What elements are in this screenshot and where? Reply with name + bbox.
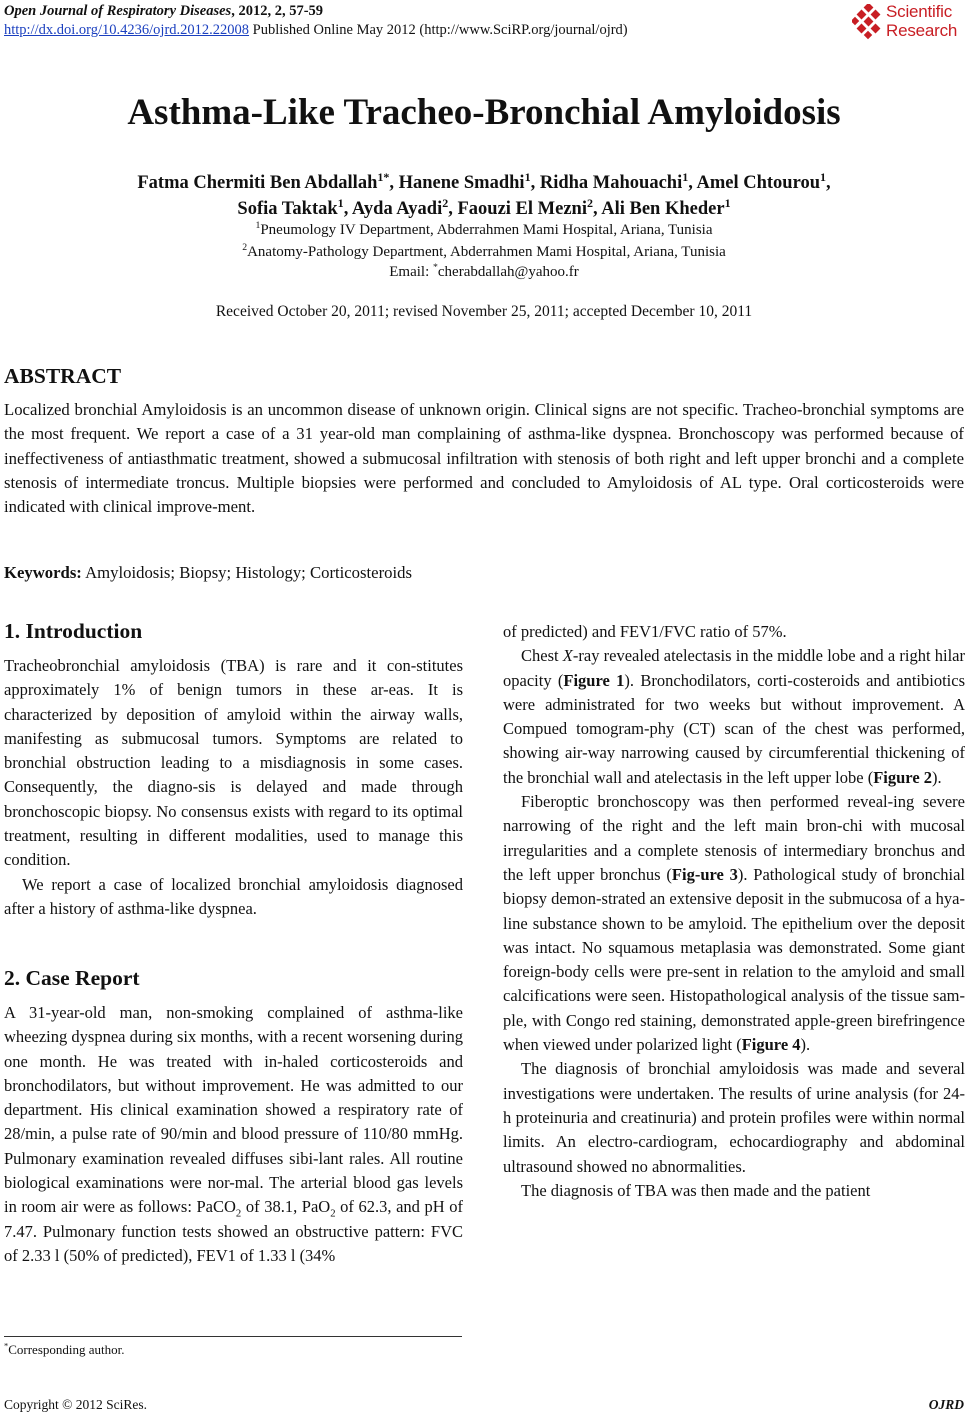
author-sep: , bbox=[448, 199, 458, 219]
affiliation-text: Pneumology IV Department, Abderrahmen Mami Hospital, Ariana, Tunisia bbox=[260, 222, 713, 238]
email-sup: * bbox=[433, 262, 438, 273]
copyright-footer: Copyright © 2012 SciRes. bbox=[4, 1397, 148, 1412]
footnote bbox=[4, 1341, 124, 1359]
logo-mark-icon bbox=[852, 4, 886, 40]
abstract-heading: ABSTRACT bbox=[4, 364, 122, 388]
author-sup: 1 bbox=[337, 195, 344, 210]
scientific-research-logo bbox=[852, 2, 968, 42]
affiliation-text: Anatomy-Pathology Department, Abderrahmen Mami Hospital, Ariana, Tunisia bbox=[247, 244, 726, 260]
figure-2-ref[interactable]: Figure 2 bbox=[873, 767, 933, 787]
email-address[interactable]: cherabdallah@yahoo.fr bbox=[437, 264, 579, 280]
affiliation-2 bbox=[0, 242, 968, 262]
author: Faouzi El Mezni bbox=[457, 199, 587, 219]
author-sep: , bbox=[389, 173, 399, 193]
figure-4-ref[interactable]: Figure 4 bbox=[741, 1035, 801, 1055]
paper-title: Asthma-Like Tracheo-Bronchial Amyloidosis bbox=[127, 92, 841, 133]
intro-paragraph-2: We report a case of localized bronchial amyloidosis diagnosed after a history of asthma-like dyspnea. bbox=[4, 874, 463, 918]
case-text-a: A 31-year-old man, non-smoking complained of asthma-like wheezing dyspnea during six months, with a recent worsening during one month. He was treated with in-haled corticosteroids and bronchodilators, but without improvement. He was admitted to our department. His clinical examination showed a respiratory rate of 28/min, a pulse rate of 90/min and blood pressure of 110/80 mmHg. Pulmonary examination revealed diffuses sibi-lant rales. All routine biological examinations were nor-mal. The arterial blood gas levels in room air were as follows: PaCO bbox=[4, 1003, 463, 1217]
author: Ridha Mahouachi bbox=[539, 173, 683, 193]
authors-line-1 bbox=[0, 170, 968, 196]
footnote-sup: * bbox=[4, 1340, 9, 1351]
case-text-c: of 62.3, and pH of 7.47. Pulmonary function tests showed an obstructive pattern: FVC of 2.33 l (50% of predicted), FEV1 of 1.33 l (34% bbox=[4, 1197, 464, 1265]
author: Amel Chtourou bbox=[696, 173, 820, 193]
text-run: ). bbox=[800, 1035, 811, 1055]
text-run: ). Pathological study of bronchial biopsy demon-strated an extensive deposit in the submucosa of a hya-line substance shown to be amyloid. The epithelium over the deposit was intact. No squamous metaplasia was demonstrated. Some giant foreign-body cells were pre-sent in relation to the amyloid and small calcifications were seen. Histopathological analysis of the tissue sam-ple, with Congo red staining, demonstrated apple-green birefringence when viewed under polarized light ( bbox=[503, 864, 965, 1055]
publication-line bbox=[4, 21, 628, 40]
authors-line-2 bbox=[0, 196, 968, 222]
author-sup: 1 bbox=[724, 195, 731, 210]
bronchoscopy-paragraph bbox=[503, 790, 965, 1057]
case-text-b: of 38.1, PaO bbox=[241, 1197, 331, 1217]
author-sup: 1 bbox=[819, 169, 826, 184]
author: Hanene Smadhi bbox=[398, 173, 525, 193]
italic-x: X bbox=[562, 646, 573, 666]
text-run: Fiberoptic bronchoscopy was then performed reveal-ing severe narrowing of the right and the left main bron-chi with mucosal irregularities and a complete stenosis of intermediary bronchus and the left upper bronchus ( bbox=[503, 792, 965, 884]
keywords-label: Keywords: bbox=[4, 563, 82, 582]
journal-volume: , 2012, 2, 57-59 bbox=[231, 3, 324, 19]
author-sup: 1 bbox=[524, 169, 531, 184]
doi-link[interactable]: http://dx.doi.org/10.4236/ojrd.2012.22008 bbox=[4, 22, 250, 38]
journal-header bbox=[4, 2, 628, 40]
author: Ali Ben Kheder bbox=[601, 199, 725, 219]
footnote-divider bbox=[4, 1336, 462, 1337]
footnote-text: Corresponding author. bbox=[8, 1342, 125, 1357]
intro-heading: 1. Introduction bbox=[4, 619, 143, 643]
case-paragraph-1 bbox=[4, 1001, 463, 1268]
author-sep: , bbox=[343, 199, 352, 219]
author-sep: , bbox=[530, 173, 540, 193]
email-label: Email: bbox=[389, 264, 434, 280]
author: Sofia Taktak bbox=[237, 199, 338, 219]
journal-name: Open Journal of Respiratory Diseases bbox=[4, 3, 232, 19]
author-sep: , bbox=[688, 173, 697, 193]
logo-line-1: Scientific bbox=[886, 2, 953, 21]
journal-abbreviation: OJRD bbox=[928, 1397, 964, 1412]
author-sup: 2 bbox=[442, 195, 449, 210]
text-run: ). Bronchodilators, corti-costeroids and antibiotics were administrated for two weeks but without improvement. A Compued tomogram-phy (CT) scan of the chest was performed, showing air-way narrowing caused by circumferential thickening of the bronchial wall and atelectasis in the left upper lobe ( bbox=[503, 670, 965, 787]
subscript-2: 2 bbox=[235, 1207, 242, 1220]
intro-paragraph-1: Tracheobronchial amyloidosis (TBA) is rare and it con-stitutes approximately 1% of benign tumors in these ar-eas. It is characterized by deposition of amyloid within the airway walls, manifesting as submucosal tumors. Symptoms are related to bronchial obstruction leading to a misdiagnosis in some cases. Consequently, the diagno-sis is delayed and made through bronchoscopic biopsy. No consensus exists with regard to its optimal treatment, resulting in different modalities, used to manage this condition. bbox=[4, 656, 463, 870]
logo-wordmark bbox=[886, 2, 957, 40]
figure-3-ref[interactable]: Fig-ure 3 bbox=[671, 864, 738, 884]
keywords-line bbox=[4, 561, 412, 585]
case-report-heading: 2. Case Report bbox=[4, 966, 140, 990]
tba-paragraph: The diagnosis of TBA was then made and the patient bbox=[521, 1180, 871, 1200]
author: Ayda Ayadi bbox=[351, 199, 443, 219]
continued-paragraph: of predicted) and FEV1/FVC ratio of 57%. bbox=[503, 622, 787, 641]
logo-line-2: Research bbox=[886, 21, 958, 40]
author-sup: 1* bbox=[377, 169, 390, 184]
right-column bbox=[503, 620, 965, 1203]
published-online-text: Published Online May 2012 (http://www.SciRP.org/journal/ojrd) bbox=[249, 22, 628, 38]
text-run: -ray revealed atelectasis in the middle lobe and a right hilar opacity ( bbox=[503, 646, 965, 690]
author: Fatma Chermiti Ben Abdallah bbox=[137, 173, 378, 193]
affiliation-sup: 2 bbox=[242, 242, 248, 253]
text-run: ). bbox=[932, 767, 942, 787]
diagnosis-paragraph: The diagnosis of bronchial amyloidosis was made and several investigations were undertaken. The results of urine analysis (for 24-h proteinuria and creatinuria) and protein profiles were within normal limits. An electro-cardiogram, echocardiography and abdominal ultrasound showed no abnormalities. bbox=[503, 1059, 965, 1176]
affiliation-sup: 1 bbox=[255, 220, 261, 231]
author-sup: 2 bbox=[586, 195, 593, 210]
author-sep: , bbox=[826, 173, 831, 193]
email-line bbox=[0, 262, 968, 282]
affiliation-1 bbox=[0, 220, 968, 240]
figure-1-ref[interactable]: Figure 1 bbox=[563, 670, 625, 690]
journal-citation bbox=[4, 2, 628, 21]
author-sep: , bbox=[592, 199, 602, 219]
author-sup: 1 bbox=[682, 169, 689, 184]
intro-body bbox=[4, 654, 463, 921]
keywords-text: Amyloidosis; Biopsy; Histology; Corticosteroids bbox=[81, 563, 412, 582]
chest-xray-paragraph bbox=[503, 644, 965, 790]
received-dates: Received October 20, 2011; revised November 25, 2011; accepted December 10, 2011 bbox=[215, 303, 753, 320]
subscript-2: 2 bbox=[330, 1207, 336, 1220]
case-report-body bbox=[4, 1001, 463, 1268]
abstract-text: Localized bronchial Amyloidosis is an uncommon disease of unknown origin. Clinical signs are not specific. Tracheo-bronchial symptoms are the most frequent. We report a case of a 31 year-old man complaining of asthma-like dyspnea. Bronchoscopy was performed because of ineffectiveness of antiasthmatic treatment, showed a submucosal infiltration with stenosis of both right and left upper bronchi and a complete stenosis of intermediate troncus. Multiple biopsies were performed and concluded to Amyloidosis of AL type. Oral corticosteroids were indicated with clinical improve-ment. bbox=[4, 400, 964, 517]
text-run: Chest bbox=[521, 646, 563, 666]
